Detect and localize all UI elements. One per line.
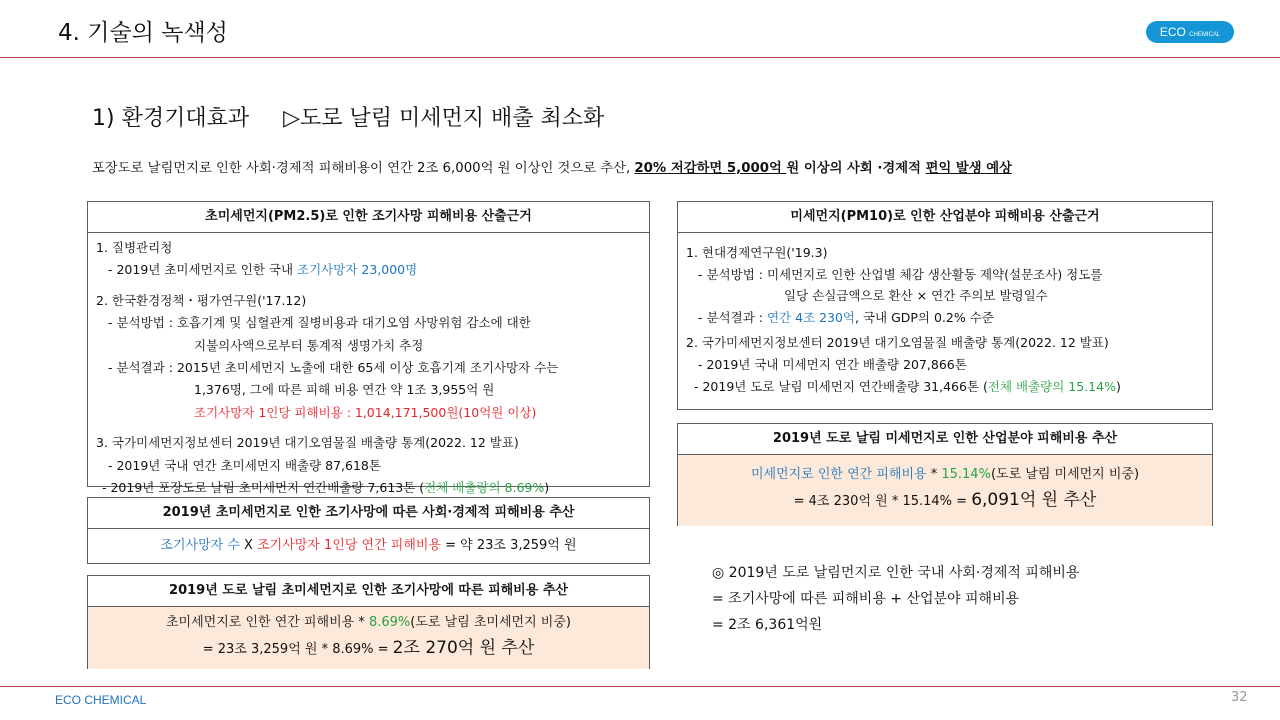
section-topic-label: ▷도로 날림 미세먼지 배출 최소화 — [283, 106, 605, 131]
road-pm25-share-note: (도로 날림 초미세먼지 비중) — [410, 615, 571, 630]
formula-times: X — [239, 538, 258, 553]
summary-line-3: = 2조 6,361억원 — [712, 617, 823, 633]
social-cost-formula — [88, 529, 649, 563]
formula-cost-term: 조기사망자 1인당 연간 피해비용 — [257, 538, 442, 553]
pm10-basis-box — [677, 201, 1213, 410]
pm25-source-3-title: 3. 국가미세먼지정보센터 2019년 대기오염물질 배출량 통계(2022. 12 발표) — [96, 435, 519, 451]
industry-share-note: (도로 날림 미세먼지 비중) — [990, 467, 1140, 482]
pm10-road-emission-text: - 2019년 도로 날림 미세먼지 연간배출량 31,466톤 ( — [694, 378, 988, 394]
section-heading — [92, 101, 604, 132]
road-pm25-estimate-box — [87, 575, 650, 669]
industry-calc: = 4조 230억 원 * 15.14% = — [793, 494, 972, 509]
road-pm25-line-1 — [88, 611, 649, 635]
page-title: 4. 기술의 녹색성 — [58, 20, 228, 46]
industry-share: 15.14% — [941, 467, 991, 482]
pm25-road-share-value: 전체 배출량의 8.69% — [424, 480, 545, 496]
header-divider — [0, 57, 1280, 58]
pm10-result-label: - 분석결과 : — [698, 309, 767, 325]
eco-chemical-logo — [1146, 21, 1234, 43]
pm25-source-1-text: - 2019년 초미세먼지로 인한 국내 — [108, 262, 298, 278]
pm10-basis-header: 미세먼지(PM10)로 인한 산업분야 피해비용 산출근거 — [678, 202, 1212, 233]
pm10-annual-cost-value: 연간 4조 230억 — [766, 309, 856, 325]
pm10-source-1-method-cont: 일당 손실금액으로 환산 × 연간 주의보 발령일수 — [784, 288, 1048, 304]
pm10-source-1-result — [686, 307, 1204, 329]
pm25-source-2-method: - 분석방법 : 호흡기계 및 심혈관계 질병비용과 대기오염 사망위험 감소에 대한 — [108, 315, 531, 331]
industry-result: 6,091억 원 추산 — [971, 490, 1097, 510]
road-pm25-estimate-header: 2019년 도로 날림 초미세먼지로 인한 조기사망에 따른 피해비용 추산 — [88, 576, 649, 607]
pm10-source-2-line-1: - 2019년 국내 미세먼지 연간 배출량 207,866톤 — [698, 356, 967, 372]
intro-bold-text: 원 이상의 사회 ·경제적 — [786, 161, 926, 176]
industry-annual-cost-term: 미세먼지로 인한 연간 피해비용 — [750, 467, 927, 482]
industry-line-1 — [678, 463, 1212, 487]
social-cost-header: 2019년 초미세먼지로 인한 조기사망에 따른 사회·경제적 피해비용 추산 — [88, 498, 649, 529]
intro-plain-text: 포장도로 날림먼지로 인한 사회·경제적 피해비용이 연간 2조 6,000억 원 이상인 것으로 추산, — [92, 161, 635, 176]
formula-result: = 약 23조 3,259억 원 — [441, 538, 577, 553]
road-pm25-line-2 — [88, 635, 649, 663]
industry-estimate-box — [677, 423, 1213, 526]
pm10-road-share-value: 전체 배출량의 15.14% — [987, 378, 1116, 394]
pm10-source-2-title: 2. 국가미세먼지정보센터 2019년 대기오염물질 배출량 통계(2022. 12 발표) — [686, 335, 1109, 351]
logo-sub-text: CHEMICAL — [1189, 32, 1221, 38]
pm25-source-2-method-cont: 지불의사액으로부터 통계적 생명가치 추정 — [194, 337, 424, 353]
road-pm25-estimate-body — [88, 607, 649, 669]
pm25-source-2-result: - 분석결과 : 2015년 초미세먼지 노출에 대한 65세 이상 호흡기계 조기사망자 수는 — [108, 360, 559, 376]
pm25-road-emission-text: - 2019년 포장도로 날림 초미세먼지 연간배출량 7,613톤 ( — [102, 480, 425, 496]
social-cost-box — [87, 497, 650, 564]
page-number: 32 — [1231, 690, 1248, 705]
pm10-source-1-title: 1. 현대경제연구원('19.3) — [686, 245, 828, 260]
pm25-source-3-line-1: - 2019년 국내 연간 초미세먼지 배출량 87,618톤 — [108, 457, 381, 473]
pm25-basis-box — [87, 201, 650, 496]
pm25-basis-body — [88, 233, 649, 503]
industry-line-2 — [678, 487, 1212, 515]
footer-divider — [0, 686, 1280, 687]
intro-sentence — [92, 157, 1012, 176]
pm25-source-1-title: 1. 질병관리청 — [96, 240, 173, 255]
road-pm25-result: 2조 270억 원 추산 — [392, 638, 535, 658]
formula-deaths-term: 조기사망자 수 — [160, 538, 240, 553]
pm25-source-1-line — [96, 259, 641, 281]
pm10-road-close-paren: ) — [1115, 378, 1121, 394]
industry-times: * — [926, 467, 942, 482]
road-pm25-share: 8.69% — [368, 615, 411, 630]
pm25-road-close-paren: ) — [544, 480, 550, 496]
road-pm25-calc: = 23조 3,259억 원 * 8.69% = — [202, 642, 393, 657]
road-pm25-line-1-text: 초미세먼지로 인한 연간 피해비용 * — [166, 615, 369, 630]
industry-estimate-header: 2019년 도로 날림 미세먼지로 인한 산업분야 피해비용 추산 — [678, 424, 1212, 455]
industry-estimate-body — [678, 455, 1212, 526]
premature-deaths-value: 조기사망자 23,000명 — [297, 262, 418, 278]
pm10-basis-body — [678, 233, 1212, 401]
pm10-gdp-share: , 국내 GDP의 0.2% 수준 — [855, 309, 994, 325]
pm10-source-2-line-2 — [686, 376, 1204, 398]
summary-line-1: ◎ 2019년 도로 날림먼지로 인한 국내 사회·경제적 피해비용 — [712, 565, 1080, 581]
intro-bold-underlined-2: 편익 발생 예상 — [925, 161, 1012, 176]
total-cost-summary — [712, 560, 1079, 638]
logo-main-text: ECO — [1159, 25, 1186, 39]
footer-brand: ECO CHEMICAL — [55, 693, 147, 707]
pm10-source-1-method: - 분석방법 : 미세먼지로 인한 산업별 체감 생산활동 제약(설문조사) 정도를 — [698, 266, 1103, 282]
pm25-source-2-result-cont: 1,376명, 그에 따른 피해 비용 연간 약 1조 3,955억 원 — [194, 382, 495, 398]
section-number-label: 1) 환경기대효과 — [92, 106, 250, 131]
intro-bold-underlined-1: 20% 저감하면 5,000억 — [634, 161, 787, 176]
summary-line-2: = 조기사망에 따른 피해비용 + 산업분야 피해비용 — [712, 591, 1020, 607]
pm25-basis-header: 초미세먼지(PM2.5)로 인한 조기사망 피해비용 산출근거 — [88, 202, 649, 233]
per-death-cost-value: 조기사망자 1인당 피해비용 : 1,014,171,500원(10억원 이상) — [194, 404, 537, 420]
pm25-source-2-title: 2. 한국환경정책・평가연구원('17.12) — [96, 292, 307, 308]
